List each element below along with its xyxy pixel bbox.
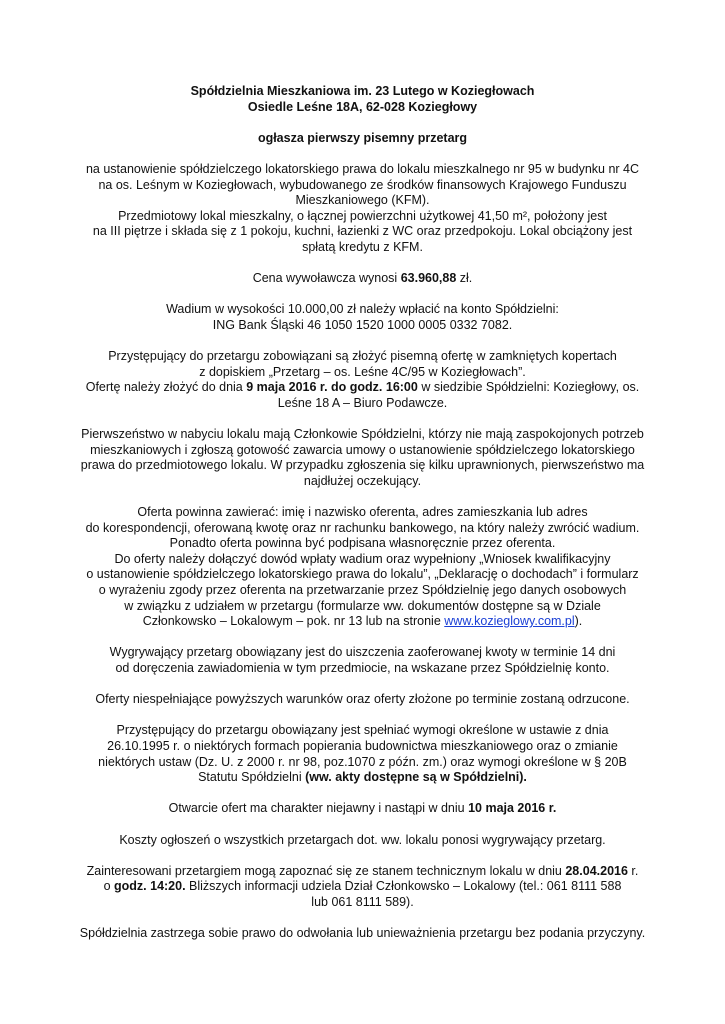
winner-line: Wygrywający przetarg obowiązany jest do uiszczenia zaoferowanej kwoty w terminie 14 dni <box>109 645 616 660</box>
priority-line: mieszkaniowych i zgłoszą gotowość zawarcia umowy o ustanowienie spółdzielczego lokatorskiego <box>90 442 635 457</box>
inspection-time-prefix: o <box>103 879 115 894</box>
inspection-line <box>70 879 655 895</box>
priority-line: prawa do przedmiotowego lokalu. W przypadku zgłoszenia się kilku uprawnionych, pierwszeństwo ma <box>80 458 645 473</box>
inspection-line <box>70 864 655 880</box>
deadline-prefix: Ofertę należy złożyć do dnia <box>85 380 247 395</box>
offer-line: w związku z udziałem w przetargu (formularze ww. dokumentów dostępne są w Dziale <box>124 598 601 613</box>
rejection-paragraph: Oferty niespełniające powyższych warunków oraz oferty złożone po terminie zostaną odrzucone. <box>95 692 630 707</box>
offer-line: Ponadto oferta powinna być podpisana własnoręcznie przez oferenta. <box>169 536 556 551</box>
inspection-contact: Bliższych informacji udziela Dział Członkowsko – Lokalowy (tel.: 061 8111 588 <box>185 879 622 894</box>
winner-line: od doręczenia zawiadomienia w tym przedmiocie, na wskazane przez Spółdzielnię konto. <box>115 660 610 675</box>
requirements-paragraph <box>70 723 655 785</box>
requirements-statute <box>70 770 655 786</box>
requirements-line: 26.10.1995 r. o niektórych formach popierania budownictwa mieszkaniowego oraz o zmianie <box>107 738 618 753</box>
deadline-date: 9 maja 2016 r. do godz. 16:00 <box>246 380 418 395</box>
statute-prefix: Statutu Spółdzielni <box>198 770 306 785</box>
opening-paragraph <box>70 801 655 817</box>
org-address: Osiedle Leśne 18A, 62-028 Koziegłowy <box>247 99 478 114</box>
subject-line: Przedmiotowy lokal mieszkalny, o łącznej powierzchni użytkowej 41,50 m², położony jest <box>118 208 607 223</box>
deposit-line: Wadium w wysokości 10.000,00 zł należy wpłacić na konto Spółdzielni: <box>166 302 559 317</box>
subject-line: na III piętrze i składa się z 1 pokoju, kuchni, łazienki z WC oraz przedpokoju. Lokal obciążony jest <box>92 224 633 239</box>
submission-deadline <box>70 380 655 396</box>
priority-paragraph <box>70 427 655 489</box>
requirements-line: Przystępujący do przetargu obowiązany jest spełniać wymogi określone w ustawie z dnia <box>116 723 609 738</box>
offer-paragraph <box>70 505 655 630</box>
submission-paragraph <box>70 349 655 411</box>
opening-prefix: Otwarcie ofert ma charakter niejawny i nastąpi w dniu <box>168 801 469 816</box>
inspection-paragraph <box>70 864 655 911</box>
offer-line: do korespondencji, oferowaną kwotę oraz nr rachunku bankowego, na który należy zwrócić wadium. <box>85 520 640 535</box>
offer-link-suffix: ). <box>574 614 583 629</box>
deposit-paragraph <box>70 302 655 333</box>
statute-note: (ww. akty dostępne są w Spółdzielni). <box>305 770 527 785</box>
website-link[interactable]: www.kozieglowy.com.pl <box>444 614 575 629</box>
offer-line: Do oferty należy dołączyć dowód wpłaty wadium oraz wypełniony „Wniosek kwalifikacyjny <box>114 551 611 566</box>
price-suffix: zł. <box>456 271 473 286</box>
offer-line: o ustanowienie spółdzielczego lokatorskiego prawa do lokalu”, „Deklarację o dochodach” i formularz <box>86 567 639 582</box>
costs-paragraph: Koszty ogłoszeń o wszystkich przetargach dot. ww. lokalu ponosi wygrywający przetarg. <box>119 832 606 847</box>
winner-paragraph <box>70 645 655 676</box>
org-name: Spółdzielnia Mieszkaniowa im. 23 Lutego w Koziegłowach <box>190 84 535 98</box>
announcement-title: ogłasza pierwszy pisemny przetarg <box>257 130 468 145</box>
price-prefix: Cena wywoławcza wynosi <box>252 271 401 286</box>
priority-line: najdłużej oczekujący. <box>303 473 422 488</box>
price-amount: 63.960,88 <box>400 271 457 286</box>
subject-line: na os. Leśnym w Koziegłowach, wybudowanego ze środków finansowych Krajowego Funduszu <box>98 177 627 192</box>
offer-link-prefix: Członkowsko – Lokalowym – pok. nr 13 lub na stronie <box>142 614 445 629</box>
offer-line: Oferta powinna zawierać: imię i nazwisko oferenta, adres zamieszkania lub adres <box>137 505 588 520</box>
subject-line: spłatą kredytu z KFM. <box>302 239 423 254</box>
offer-line: o wyrażeniu zgody przez oferenta na przetwarzanie przez Spółdzielnię jego danych osobowych <box>98 583 627 597</box>
submission-line: Leśne 18 A – Biuro Podawcze. <box>277 395 448 410</box>
announcement-document <box>70 84 655 942</box>
price-paragraph <box>70 271 655 287</box>
inspection-date: 28.04.2016 <box>565 863 628 878</box>
offer-line-with-link <box>70 614 655 630</box>
inspection-date-suffix: r. <box>627 863 639 878</box>
inspection-line: lub 061 8111 589). <box>311 894 414 909</box>
opening-date: 10 maja 2016 r. <box>468 801 557 816</box>
bank-account: ING Bank Śląski 46 1050 1520 1000 0005 0332 7082. <box>212 317 513 332</box>
inspection-prefix: Zainteresowani przetargiem mogą zapoznać się ze stanem technicznym lokalu w dniu <box>86 863 566 878</box>
priority-line: Pierwszeństwo w nabyciu lokalu mają Członkowie Spółdzielni, którzy nie mają zaspokojonych potrzeb <box>81 427 644 442</box>
deadline-suffix: w siedzibie Spółdzielni: Koziegłowy, os. <box>417 380 640 395</box>
subject-paragraph <box>70 162 655 256</box>
inspection-time: godz. 14:20. <box>114 879 186 894</box>
reservation-paragraph: Spółdzielnia zastrzega sobie prawo do odwołania lub unieważnienia przetargu bez podania przyczyny. <box>79 926 646 941</box>
submission-line: z dopiskiem „Przetarg – os. Leśne 4C/95 w Koziegłowach”. <box>199 364 526 379</box>
subject-line: Mieszkaniowego (KFM). <box>295 193 430 208</box>
submission-line: Przystępujący do przetargu zobowiązani są złożyć pisemną ofertę w zamkniętych kopertach <box>108 349 617 364</box>
requirements-line: niektórych ustaw (Dz. U. z 2000 r. nr 98, poz.1070 z późn. zm.) oraz wymogi określone w § 20B <box>98 754 627 769</box>
subject-line: na ustanowienie spółdzielczego lokatorskiego prawa do lokalu mieszkalnego nr 95 w budynku nr 4C <box>85 161 640 176</box>
